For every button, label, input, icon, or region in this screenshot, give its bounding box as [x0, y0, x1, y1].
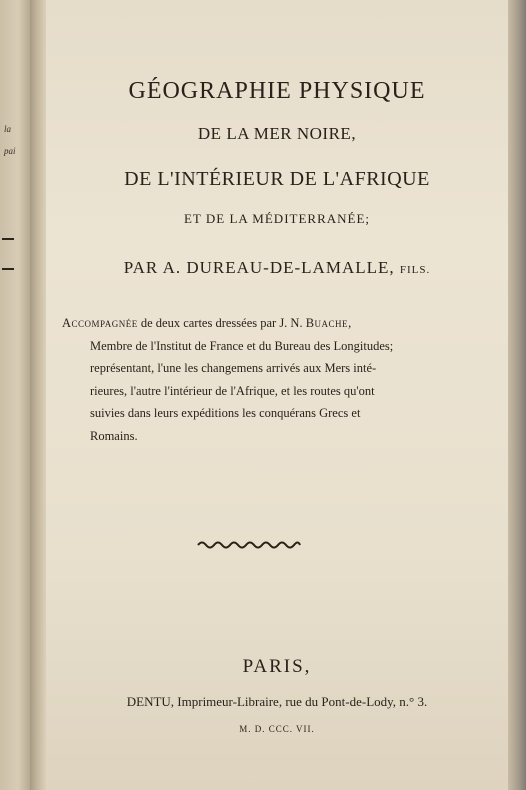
facing-page-mark	[2, 268, 14, 270]
description-line: suivies dans leurs expéditions les conquérans Grecs et	[90, 406, 361, 420]
facing-page-mark	[2, 238, 14, 240]
author-suffix: FILS.	[399, 264, 431, 276]
facing-page-fragment: la	[4, 124, 12, 134]
description-line: représentant, l'une les changemens arrivés aux Mers inté-	[90, 361, 377, 375]
description-line: Romains.	[90, 428, 138, 443]
description-line: Membre de l'Institut de France et du Bureau des Longitudes;	[90, 338, 394, 353]
book-gutter	[30, 0, 46, 790]
page-edge	[508, 0, 526, 790]
imprint-publisher: DENTU, Imprimeur-Libraire, rue du Pont-de-Lody, n.° 3.	[126, 694, 428, 709]
author-name: PAR A. DUREAU-DE-LAMALLE,	[123, 258, 395, 277]
description	[62, 312, 456, 447]
imprint-date: M. D. CCC. VII.	[239, 724, 315, 734]
title-line-2: DE LA MER NOIRE,	[197, 124, 357, 143]
title-page	[46, 0, 508, 790]
ornament-rule	[196, 538, 302, 552]
mapmaker-name: Buache	[305, 316, 349, 330]
description-lead: Accompagnée	[62, 316, 138, 330]
description-line: Accompagnée de deux cartes dressées par J. N. Buache,	[62, 316, 352, 330]
title-line-1: GÉOGRAPHIE PHYSIQUE	[128, 78, 426, 104]
facing-page-fragment: pai	[4, 146, 16, 156]
imprint-city: PARIS,	[242, 656, 312, 677]
facing-page-edge	[0, 0, 30, 790]
author-line	[46, 258, 508, 278]
title-line-4: ET DE LA MÉDITERRANÉE;	[183, 211, 371, 226]
description-line: rieures, l'autre l'intérieur de l'Afrique, et les routes qu'ont	[90, 383, 375, 398]
title-line-3: DE L'INTÉRIEUR DE L'AFRIQUE	[124, 168, 430, 190]
